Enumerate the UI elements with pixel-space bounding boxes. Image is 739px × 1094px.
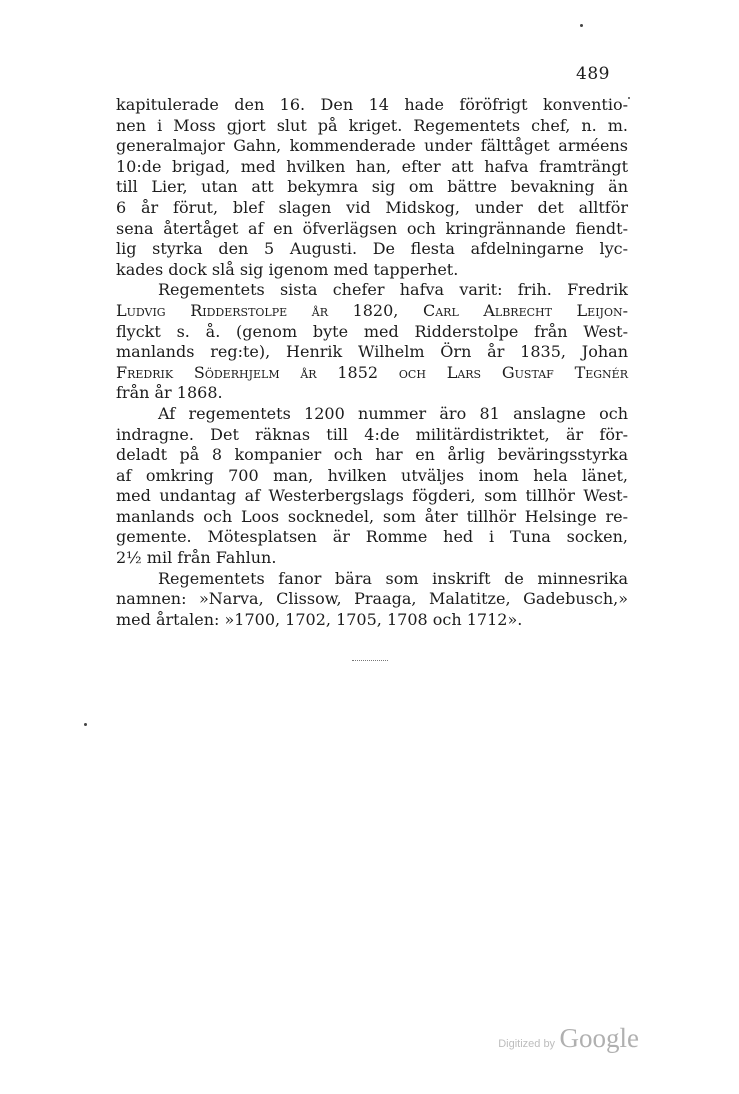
- scan-speck: [84, 723, 87, 726]
- scan-speck: [580, 24, 583, 27]
- text-line: 6 år förut, blef slagen vid Midskog, under det alltför: [116, 197, 628, 217]
- section-divider: [352, 660, 388, 661]
- text-line: manlands reg:te), Henrik Wilhelm Örn år 1835, Johan: [116, 342, 628, 362]
- text-line: manlands och Loos socknedel, som åter tillhör Helsinge re-: [116, 506, 628, 526]
- text-line: från år 1868.: [116, 383, 223, 403]
- text-line: flyckt s. å. (genom byte med Ridderstolpe från West-: [116, 321, 628, 341]
- text-line: 10:de brigad, med hvilken han, efter att hafva framträngt: [116, 156, 628, 176]
- text-line: sena återtåget af en öfverlägsen och kringrännande fiendt-: [116, 218, 628, 238]
- google-logo: Google: [559, 1023, 639, 1053]
- text-line: kades dock slå sig igenom med tapperhet.: [116, 259, 459, 279]
- text-line: indragne. Det räknas till 4:de militärdistriktet, är för-: [116, 424, 628, 444]
- text-line: namnen: »Narva, Clissow, Praaga, Malatitze, Gadebusch,»: [116, 589, 628, 609]
- paragraph-4: [116, 569, 628, 631]
- page-number: 489: [576, 64, 610, 84]
- text-line: generalmajor Gahn, kommenderade under fälttåget arméens: [116, 136, 628, 156]
- text-line: Af regementets 1200 nummer äro 81 anslagne och: [158, 403, 628, 423]
- text-line: Regementets sista chefer hafva varit: frih. Fredrik: [158, 280, 628, 300]
- text-line: deladt på 8 kompanier och har en årlig beväringsstyrka: [116, 445, 628, 465]
- text-line: till Lier, utan att bekymra sig om bättre bevakning än: [116, 177, 628, 197]
- text-line: lig styrka den 5 Augusti. De flesta afdelningarne lyc-: [116, 239, 628, 259]
- text-line: kapitulerade den 16. Den 14 hade föröfrigt konventio-: [116, 95, 628, 114]
- body-text: [116, 95, 628, 630]
- paragraph-1: [116, 95, 628, 280]
- text-line: Fredrik Söderhjelm år 1852 och Lars Gustaf Tegnér: [116, 362, 628, 382]
- paragraph-3: [116, 404, 628, 569]
- watermark-prefix: Digitized by: [498, 1038, 556, 1050]
- text-line: med årtalen: »1700, 1702, 1705, 1708 och 1712».: [116, 609, 523, 629]
- digitized-watermark: [498, 1023, 639, 1054]
- paragraph-2: [116, 280, 628, 404]
- text-line: af omkring 700 man, hvilken utväljes inom hela länet,: [116, 465, 628, 485]
- text-line: 2½ mil från Fahlun.: [116, 548, 277, 568]
- text-line: Regementets fanor bära som inskrift de minnesrika: [158, 568, 628, 588]
- text-line: med undantag af Westerbergslags fögderi, som tillhör West-: [116, 486, 628, 506]
- text-line: Ludvig Ridderstolpe år 1820, Carl Albrecht Leijon-: [116, 300, 628, 320]
- scan-speck: [628, 97, 630, 99]
- text-line: nen i Moss gjort slut på kriget. Regementets chef, n. m.: [116, 115, 628, 135]
- text-line: gemente. Mötesplatsen är Romme hed i Tuna socken,: [116, 527, 628, 547]
